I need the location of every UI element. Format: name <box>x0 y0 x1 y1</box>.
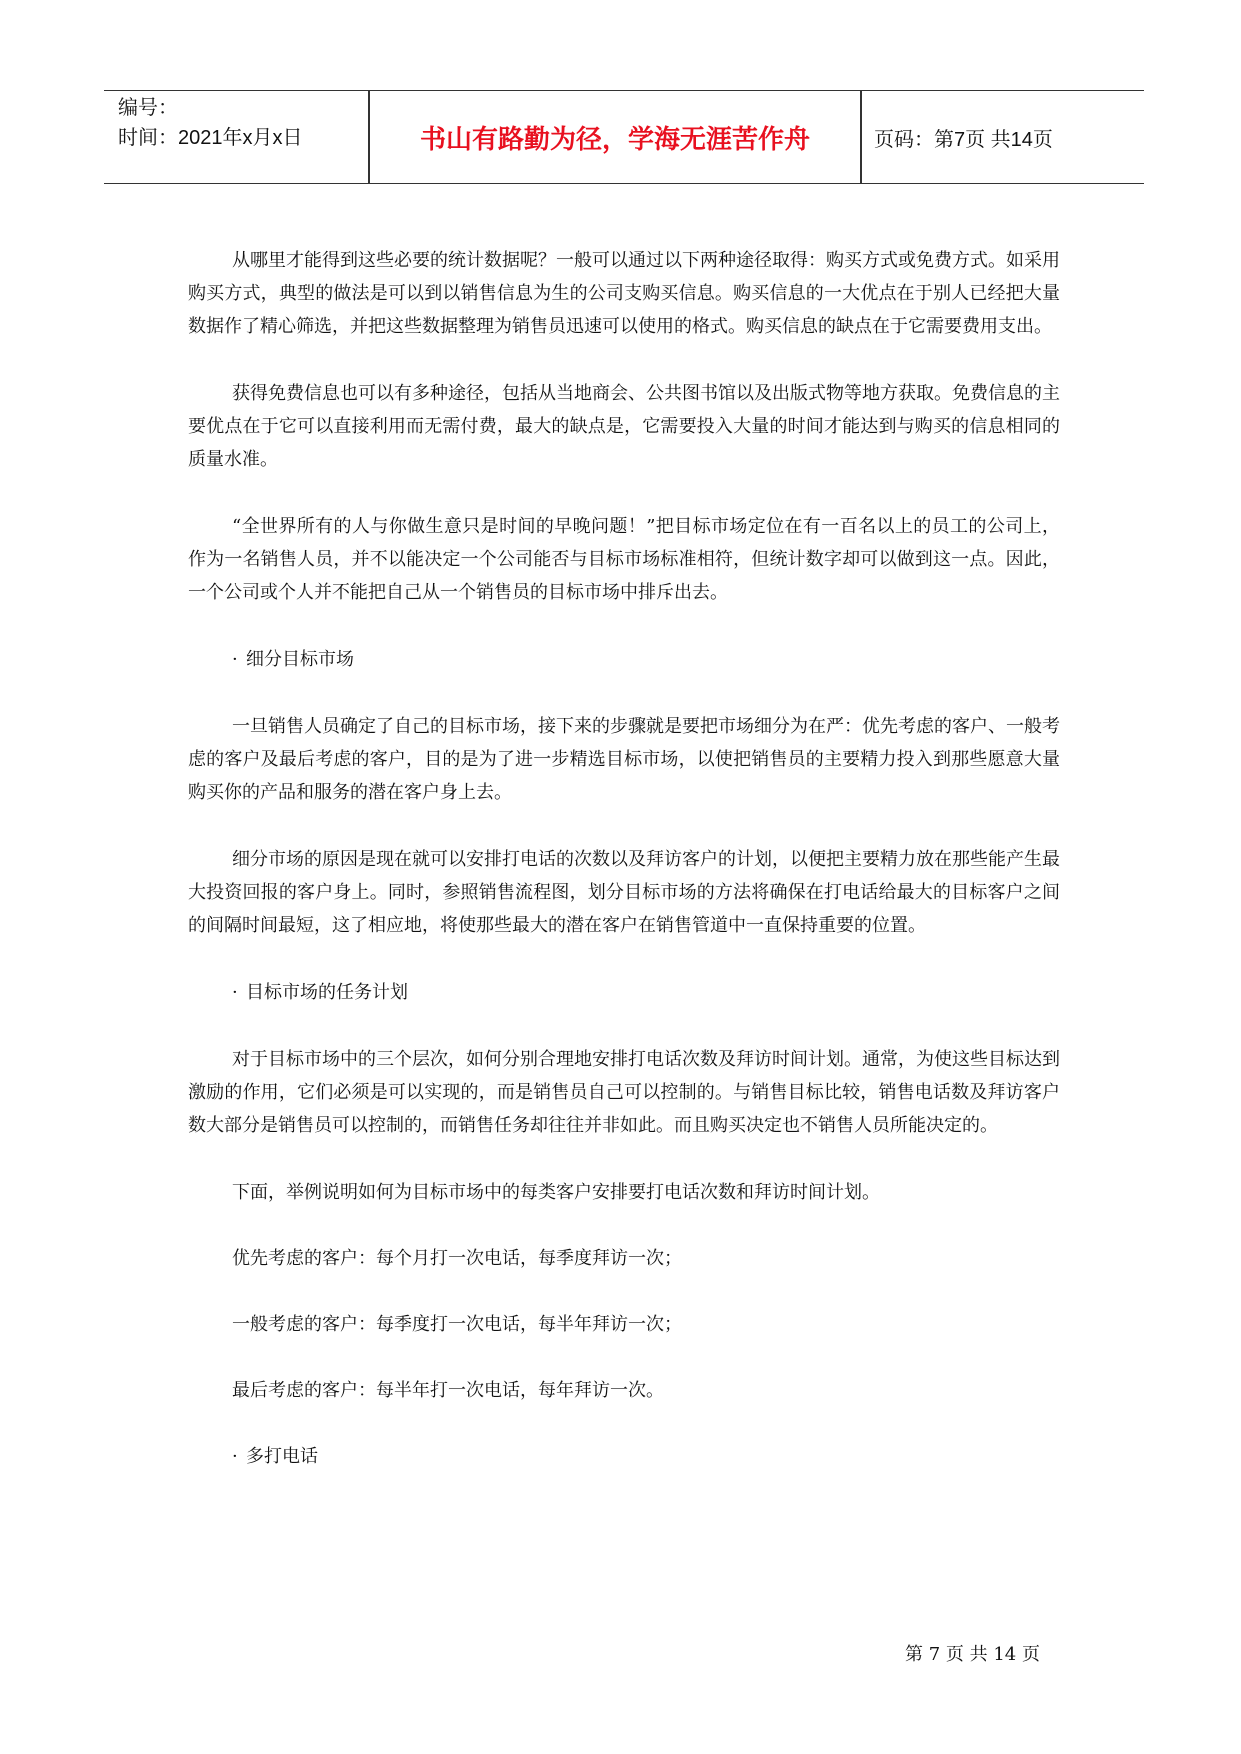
plan-line: 一般考虑的客户：每季度打一次电话，每半年拜访一次； <box>232 1314 682 1335</box>
section-heading-more-calls <box>188 1440 1060 1473</box>
header-page-info: 页码：第7页 共14页 <box>874 128 1053 151</box>
plan-line: 优先考虑的客户：每个月打一次电话，每季度拜访一次； <box>232 1248 682 1269</box>
paragraph: “全世界所有的人与你做生意只是时间的早晚问题！”把目标市场定位在有一百名以上的员工的公司上，作为一名销售人员，并不以能决定一个公司能否与目标市场标准相符，但统计数字却可以做到这一点。因此，一个公司或个人并不能把自己从一个销售员的目标市场中排斥出去。 <box>188 516 1060 603</box>
plan-line: 下面，举例说明如何为目标市场中的每类客户安排要打电话次数和拜访时间计划。 <box>232 1182 880 1203</box>
paragraph: 细分市场的原因是现在就可以安排打电话的次数以及拜访客户的计划，以便把主要精力放在那些能产生最大投资回报的客户身上。同时，参照销售流程图，划分目标市场的方法将确保在打电话给最大的目标客户之间的间隔时间最短，这了相应地，将使那些最大的潜在客户在销售管道中一直保持重要的位置。 <box>188 849 1060 936</box>
plan-line: 最后考虑的客户：每半年打一次电话，每年拜访一次。 <box>232 1380 664 1401</box>
header-meta <box>118 93 303 153</box>
paragraph: 获得免费信息也可以有多种途径，包括从当地商会、公共图书馆以及出版式物等地方获取。免费信息的主要优点在于它可以直接利用而无需付费，最大的缺点是，它需要投入大量的时间才能达到与购买的信息相同的质量水准。 <box>188 383 1060 470</box>
number-label: 编号： <box>118 97 178 119</box>
paragraph: 对于目标市场中的三个层次，如何分别合理地安排打电话次数及拜访时间计划。通常，为使这些目标达到激励的作用，它们必须是可以实现的，而是销售员自己可以控制的。与销售目标比较，销售电话数及拜访客户数大部分是销售员可以控制的，而销售任务却往往并非如此。而且购买决定也不销售人员所能决定的。 <box>188 1049 1060 1136</box>
section-heading-text: 目标市场的任务计划 <box>246 982 408 1003</box>
section-heading-task-plan <box>188 976 1060 1009</box>
paragraph: 一旦销售人员确定了自己的目标市场，接下来的步骤就是要把市场细分为在严：优先考虑的客户、一般考虑的客户及最后考虑的客户，目的是为了进一步精选目标市场，以使把销售员的主要精力投入到那些愿意大量购买你的产品和服务的潜在客户身上去。 <box>188 716 1060 803</box>
header-divider-right <box>860 91 862 183</box>
document-body <box>188 244 1060 1507</box>
section-heading-segment-market <box>188 643 1060 676</box>
bullet-icon: · <box>232 649 238 670</box>
section-heading-text: 细分目标市场 <box>246 649 354 670</box>
paragraph: 从哪里才能得到这些必要的统计数据呢？一般可以通过以下两种途径取得：购买方式或免费方式。如采用购买方式，典型的做法是可以到以销售信息为生的公司支购买信息。购买信息的一大优点在于别人已经把大量数据作了精心筛选，并把这些数据整理为销售员迅速可以使用的格式。购买信息的缺点在于它需要费用支出。 <box>188 250 1060 337</box>
bullet-icon: · <box>232 1446 238 1467</box>
bullet-icon: · <box>232 982 238 1003</box>
header-title: 书山有路勤为径，学海无涯苦作舟 <box>419 124 810 155</box>
section-heading-text: 多打电话 <box>246 1446 318 1467</box>
time-label: 时间：2021年x月x日 <box>118 127 303 149</box>
page-header <box>104 90 1144 184</box>
page-footer: 第 7 页 共 14 页 <box>905 1644 1040 1665</box>
